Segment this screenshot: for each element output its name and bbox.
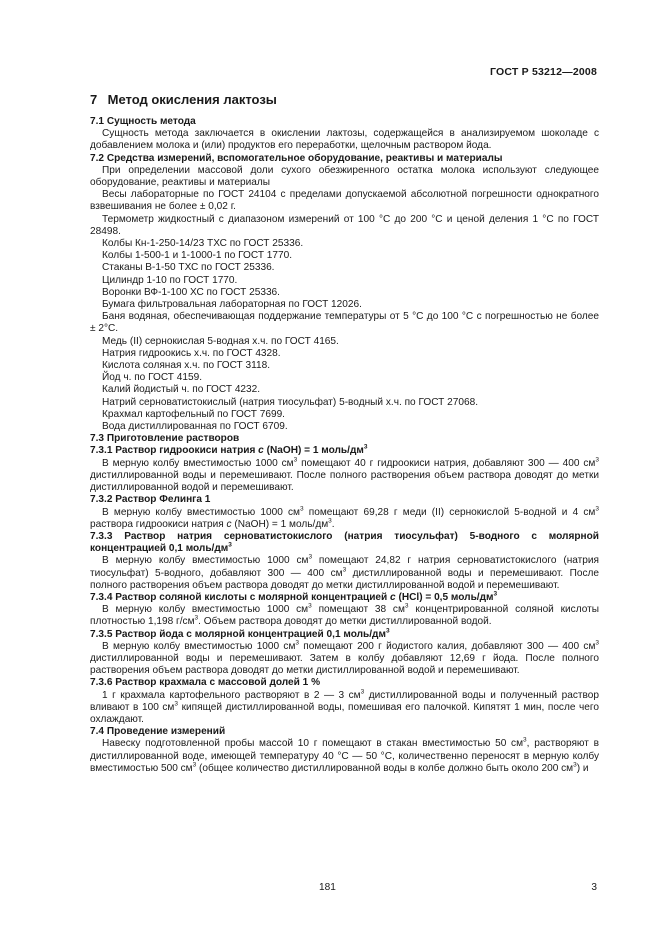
equipment-item: Натрия гидроокись х.ч. по ГОСТ 4328. [102,347,281,359]
sheet-number: 3 [591,882,597,893]
equipment-item: Баня водяная, обеспечивающая поддержание температуры от 5 °С до 100 °С с погрешностью не более ± 2°С. [90,311,599,335]
equipment-item: Натрий серноватистокислый (натрия тиосульфат) 5-водный х.ч. по ГОСТ 27068. [102,396,479,408]
s733-title: 7.3.3 Раствор натрия серноватистокислого (натрия тиосульфат) 5-водного с молярной концентрацией 0,1 моль/$дм^3$ [90,530,599,555]
equipment-item: Бумага фильтровальная лабораторная по ГОСТ 12026. [102,299,362,311]
equipment-item: Вода дистиллированная по ГОСТ 6709. [102,421,288,433]
s74-text: Навеску подготовленной пробы массой 10 г помещают в стакан вместимостью 50 $см^3$, растворяют в дистиллированной воде, имеющей температуру 40 °С — 50 °С, количественно переносят в мерную колбу вместимостью 500 $см^3$ (общее количество дистиллированной воды в колбе должно быть около 200 $см^3$) и [90,737,599,774]
s73-title: 7.3 Приготовление растворов [90,433,240,445]
s71-text: Сущность метода заключается в окислении лактозы, содержащейся в анализируемом шоколаде с добавлением молока и (или) продуктов его переработки, щелочным раствором йода. [90,128,599,152]
section-number: 7 [90,92,98,107]
equipment-item: Колбы Кн-1-250-14/23 ТХС по ГОСТ 25336. [102,238,304,250]
s735-title: 7.3.5 Раствор йода с молярной концентрацией 0,1 моль/$дм^3$ [90,627,390,640]
s731-text: В мерную колбу вместимостью 1000 $см^3$ помещают 40 г гидроокиси натрия, добавляют 300 — 400 $см^3$ дистиллированной воды и перемешивают. После полного растворения объем раствора доводят до метки дистиллированной водой и перемешивают. [90,456,600,494]
equipment-item: Цилиндр 1-10 по ГОСТ 1770. [102,274,238,286]
s734-title: 7.3.4 Раствор соляной кислоты с молярной концентрацией c (HCl) = 0,5 моль/$дм^3$ [90,590,498,603]
equipment-item: Весы лабораторные по ГОСТ 24104 с пределами допускаемой абсолютной погрешности однократного взвешивания не более ± 0,02 г. [90,189,599,213]
equipment-item: Термометр жидкостный с диапазоном измерений от 100 °С до 200 °С и ценой деления 1 °С по ГОСТ 28498. [90,213,599,237]
s71-title: 7.1 Сущность метода [90,116,196,127]
s736-text: 1 г крахмала картофельного растворяют в 2 — 3 $см^3$ дистиллированной воды и полученный раствор вливают в 100 $см^3$ кипящей дистиллированной воды, помешивая его палочкой. Кипятят 1 мин, после чего охлаждают. [90,688,599,725]
s732-text: В мерную колбу вместимостью 1000 $см^3$ помещают 69,28 г меди (II) сернокислой 5-водной и 4 $см^3$ раствора гидроокиси натрия c (NaOH) = 1 моль/$дм^3$. [90,505,599,530]
s734-text: В мерную колбу вместимостью 1000 $см^3$ помещают 38 $см^3$ концентрированной соляной кислоты плотностью 1,198 $г/см^3$. Объем раствора доводят до метки дистиллированной водой. [90,602,600,628]
section-title-text: Метод окисления лактозы [107,92,277,107]
s74-title: 7.4 Проведение измерений [90,726,226,738]
s736-title: 7.3.6 Раствор крахмала с массовой долей 1 % [90,677,321,689]
s735-text: В мерную колбу вместимостью 1000 $см^3$ помещают 200 г йодистого калия, добавляют 300 — 400 $см^3$ дистиллированной воды и перемешивают. Затем в колбу добавляют 12,69 г йода. После полного растворения объем раствора доводят до метки дистиллированной водой и перемешивают. [90,639,600,677]
equipment-list [90,189,599,433]
equipment-item: Колбы 1-500-1 и 1-1000-1 по ГОСТ 1770. [102,250,293,262]
s72-title: 7.2 Средства измерений, вспомогательное оборудование, реактивы и материалы [90,152,503,164]
section-title [90,92,599,108]
equipment-item: Кислота соляная х.ч. по ГОСТ 3118. [102,360,271,372]
s72-intro: При определении массовой доли сухого обезжиренного остатка молока используют следующее оборудование, реактивы и материалы [90,164,599,189]
standard-header: ГОСТ Р 53212—2008 [489,66,597,78]
equipment-item: Калий йодистый ч. по ГОСТ 4232. [102,384,261,396]
page-number: 181 [319,882,336,893]
equipment-item: Воронки ВФ-1-100 ХС по ГОСТ 25336. [102,286,280,298]
equipment-item: Стаканы В-1-50 ТХС по ГОСТ 25336. [102,262,275,274]
s733-text: В мерную колбу вместимостью 1000 $см^3$ помещают 24,82 г натрия серноватистокислого (натрия тиосульфат) 5-водного, добавляют 300 — 400 $см^3$ дистиллированной воды и перемешивают. После полного растворения объем раствора доводят до метки дистиллированной водой и перемешивают. [90,553,600,591]
document-body [90,92,599,775]
equipment-item: Крахмал картофельный по ГОСТ 7699. [102,408,285,420]
equipment-item: Медь (II) сернокислая 5-водная х.ч. по ГОСТ 4165. [102,335,339,347]
s731-title: 7.3.1 Раствор гидроокиси натрия c (NaOH) = 1 моль/$дм^3$ [90,444,368,457]
equipment-item: Йод ч. по ГОСТ 4159. [102,372,203,384]
s732-title: 7.3.2 Раствор Фелинга 1 [90,494,211,506]
